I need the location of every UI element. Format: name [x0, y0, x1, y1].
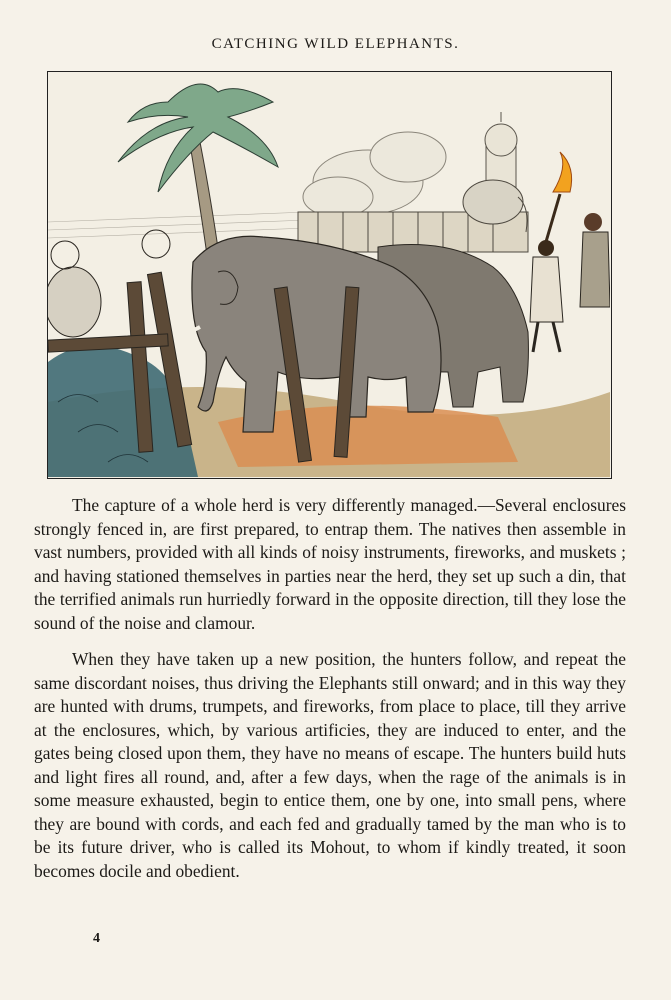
paragraph-2: When they have taken up a new position, the hunters follow, and repeat the same discordant noises, thus driving the Elephants still onward; and in this way they are hunted with drums, trumpets, and fireworks, from place to place, till they arrive at the enclosures, which, by various artificies, they are induced to enter, and the gates being closed upon them, they have no means of escape. The hunters build huts and light fires all round, and, after a few days, when the rage of the animals is in some measure exhausted, begin to entice them, one by one, into small pens, where they are bound with cords, and each fed and gradually tamed by the man who is to be its future driver, who is called its Mohout, to whom if kindly treated, it soon becomes docile and obedient.: [34, 649, 626, 881]
running-title: CATCHING WILD ELEPHANTS.: [211, 36, 460, 52]
elephant-hunt-illustration: [47, 71, 612, 479]
body-text: [34, 494, 626, 896]
page-number: 4: [93, 931, 100, 946]
paragraph-1: The capture of a whole herd is very differently managed.—Several enclosures strongly fenced in, are first prepared, to entrap them. The natives then assemble in vast numbers, provided with all kinds of noisy instruments, fireworks, and muskets ; and having stationed themselves in parties near the herd, they set up such a din, that the terrified animals run hurriedly forward in the opposite direction, till they lose the sound of the noise and clamour.: [34, 495, 626, 633]
